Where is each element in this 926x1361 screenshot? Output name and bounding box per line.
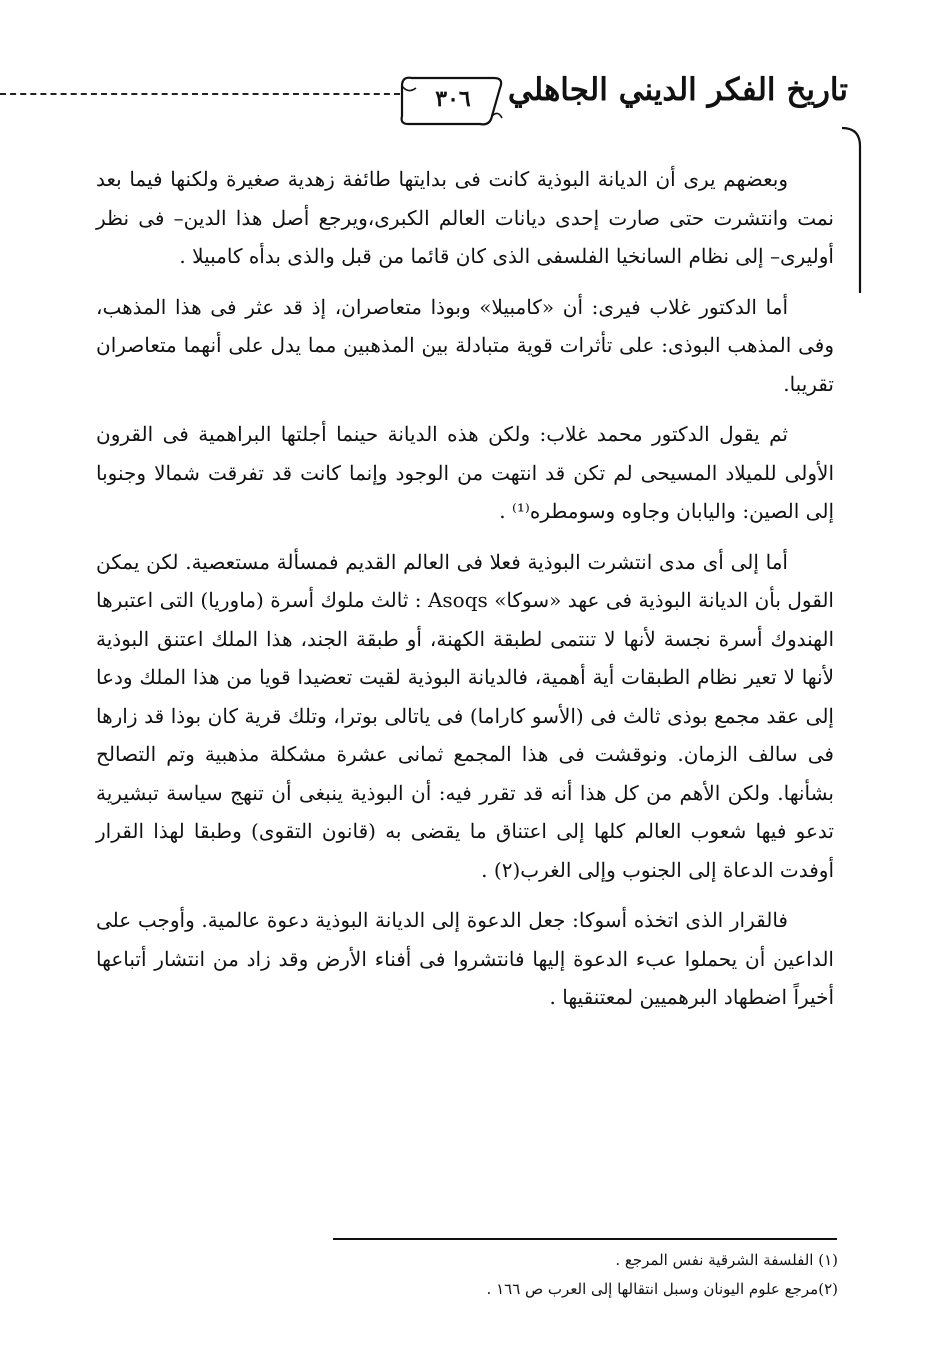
running-title: تاريخ الفكر الديني الجاهلي (507, 72, 848, 108)
footnote-item: (١) الفلسفة الشرقية نفس المرجع . (615, 1251, 838, 1269)
header-dashed-rule (0, 93, 400, 95)
header-corner-rule (840, 118, 880, 298)
main-text (96, 160, 834, 1029)
paragraph: أما الدكتور غلاب فيرى: أن «كامبيلا» وبوذا متعاصران، إذ قد عثر فى هذا المذهب، وفى المذهب البوذى: على تأثرات قوية متبادلة بين المذهبين مما يدل على أنهما متعاصران تقريبا. (96, 294, 834, 396)
paragraph: فالقرار الذى اتخذه أسوكا: جعل الدعوة إلى الديانة البوذية دعوة عالمية. وأوجب على الداعين أن يحملوا عبء الدعوة إليها فانتشروا فى أفناء الأرض وقد زاد من انتشار أتباعها أخيراً اضطهاد البرهميين لمعتنقيها . (96, 908, 834, 1009)
paragraph: ثم يقول الدكتور محمد غلاب: ولكن هذه الديانة حينما أجلتها البراهمية فى القرون الأولى للميلاد المسيحى لم تكن قد انتهت من الوجود وإنما كانت قد تفرقت شمالا وجنوبا إلى الصين: واليابان وجاوه وسومطره⁽¹⁾ . (96, 422, 834, 523)
footnote-rule (333, 1238, 837, 1240)
paragraph: أما إلى أى مدى انتشرت البوذية فعلا فى العالم القديم فمسألة مستعصية. لكن يمكن القول بأن الديانة البوذية فى عهد «سوكا» Asoqs : ثالث ملوك أسرة (ماوريا) التى اعتبرها الهندوك أسرة نجسة لأنها لا تنتمى لطبقة الكهنة، أو طبقة الجند، هذا الملك اعتنق البوذية لأنها لا تعير نظام الطبقات أية أهمية، فالديانة البوذية لقيت تعضيدا قويا من هذا الملك ودعا إلى عقد مجمع بوذى ثالث فى (الأسو كاراما) فى ياتالى بوترا، وتلك قرية كان بوذا قد زارها فى سالف الزمان. ونوقشت فى هذا المجمع ثمانى عشرة مشكلة مذهبية وتم التصالح بشأنها. ولكن الأهم من كل هذا أنه قد تقرر فيه: أن البوذية ينبغى أن تنهج سياسة تبشيرية تدعو فيها شعوب العالم كلها إلى اعتناق ما يقضى به (قانون التقوى) وطبقا لهذا القرار أوفدت الدعاة إلى الجنوب وإلى الغرب(٢) . (96, 549, 834, 882)
paragraph: وبعضهم يرى أن الديانة البوذية كانت فى بدايتها طائفة زهدية صغيرة ولكنها فيما بعد نمت وانتشرت حتى صارت إحدى ديانات العالم الكبرى،ويرجع أصل هذا الدين– فى نظر أوليرى– إلى نظام السانخيا الفلسفى الذى كان قائما من قبل والذى بدأه كامبيلا . (96, 167, 834, 268)
page-number: ٣٠٦ (435, 86, 471, 112)
footnote-item: (٢)مرجع علوم اليونان وسبل انتقالها إلى العرب ص ١٦٦ . (486, 1280, 838, 1298)
footnotes (330, 1246, 838, 1304)
